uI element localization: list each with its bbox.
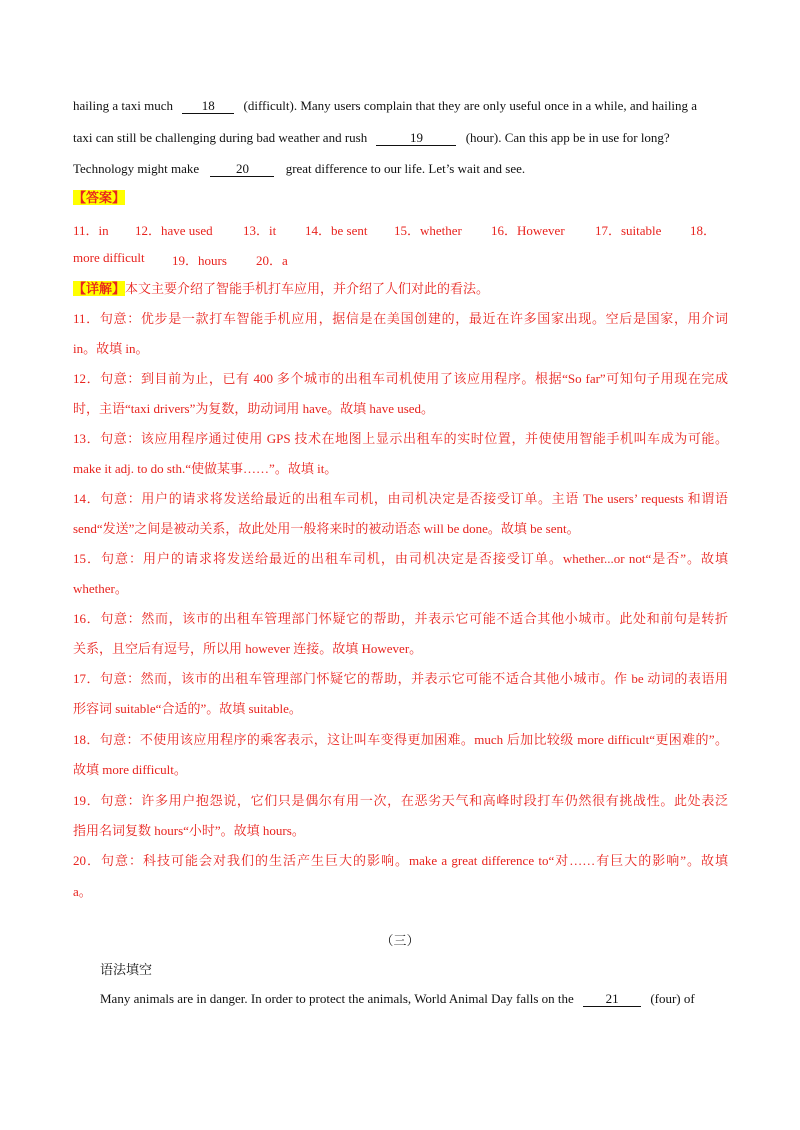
passage-line-3: Technology might make 20 great difference to our life. Let’s wait and see. [73, 161, 526, 176]
explanation-line: 18．句意：不使用该应用程序的乘客表示，这让叫车变得更加困难。much 后加比较级 more difficult“更困难的”。 [73, 732, 728, 747]
explanation-line: 指用名词复数 hours“小时”。故填 hours。 [73, 823, 305, 838]
explanation-line: 17．句意：然而，该市的出租车管理部门怀疑它的帮助，并表示它可能不适合其他小城市。作 be 动词的表语用 [73, 671, 728, 686]
answer-13: 13．it [243, 223, 277, 238]
explanation-line: 19．句意：许多用户抱怨说，它们只是偶尔有用一次，在恶劣天气和高峰时段打车仍然很有挑战性。此处表泛 [73, 793, 728, 808]
explanation-line: 关系，且空后有逗号，所以用 however 连接。故填 However。 [73, 641, 423, 656]
detail-intro: 本文主要介绍了智能手机打车应用，并介绍了人们对此的看法。 [125, 281, 490, 296]
answer-15: 15．whether [394, 223, 462, 238]
explanation-line: 14．句意：用户的请求将发送给最近的出租车司机，由司机决定是否接受订单。主语 The users’ requests 和谓语 [73, 491, 728, 506]
explanation-line: a。 [73, 884, 92, 899]
explanation-line: whether。 [73, 581, 128, 596]
answer-20: 20．a [256, 253, 288, 268]
explanation-line: 时，主语“taxi drivers”为复数，助动词用 have。故填 have used。 [73, 401, 435, 416]
section-title: （三） [380, 933, 420, 948]
answer-16: 16．However [491, 223, 565, 238]
passage-line-2: taxi can still be challenging during bad weather and rush 19 (hour). Can this app be in use for long? [73, 130, 670, 145]
blank-19[interactable]: 19 [376, 131, 456, 146]
answer-label: 【答案】 [73, 190, 126, 205]
blank-18[interactable]: 18 [182, 99, 234, 114]
blank-21[interactable]: 21 [583, 992, 641, 1007]
answer-11: 11．in [73, 223, 109, 238]
explanation-line: 11．句意：优步是一款打车智能手机应用，据信是在美国创建的，最近在许多国家出现。空后是国家，用介词 [73, 311, 728, 326]
explanation-line: 13．句意：该应用程序通过使用 GPS 技术在地图上显示出租车的实时位置，并使使用智能手机叫车成为可能。 [73, 431, 728, 446]
explanation-line: in。故填 in。 [73, 341, 149, 356]
answer-17: 17．suitable [595, 223, 662, 238]
explanation-line: 20．句意：科技可能会对我们的生活产生巨大的影响。make a great difference to“对……有巨大的影响”。故填 [73, 853, 728, 868]
answer-12: 12．have used [135, 223, 213, 238]
answer-19: 19．hours [172, 253, 227, 268]
passage-bottom-line: Many animals are in danger. In order to protect the animals, World Animal Day falls on the 21 (four) of [100, 991, 695, 1006]
explanation-line: 16．句意：然而，该市的出租车管理部门怀疑它的帮助，并表示它可能不适合其他小城市。此处和前句是转折 [73, 611, 728, 626]
section-subtitle: 语法填空 [100, 962, 153, 977]
blank-20[interactable]: 20 [210, 162, 274, 177]
answer-heading [73, 190, 728, 206]
explanation-line: 故填 more difficult。 [73, 762, 187, 777]
answer-14: 14．be sent [305, 223, 368, 238]
explanation-line: 形容词 suitable“合适的”。故填 suitable。 [73, 701, 302, 716]
passage-line-1: hailing a taxi much 18 (difficult). Many users complain that they are only useful once in a while, and hailing a [73, 98, 698, 113]
answer-18-number: 18． [690, 223, 717, 238]
answer-18: more difficult [73, 250, 145, 265]
detail-label: 【详解】 [73, 281, 126, 296]
explanation-line: 12．句意：到目前为止，已有 400 多个城市的出租车司机使用了该应用程序。根据“So far”可知句子用现在完成 [73, 371, 728, 386]
explanation-line: make it adj. to do sth.“使做某事……”。故填 it。 [73, 461, 338, 476]
detail-heading [73, 281, 728, 297]
explanation-line: 15．句意：用户的请求将发送给最近的出租车司机，由司机决定是否接受订单。whether...or not“是否”。故填 [73, 551, 728, 566]
explanation-line: send“发送”之间是被动关系，故此处用一般将来时的被动语态 will be done。故填 be sent。 [73, 521, 580, 536]
